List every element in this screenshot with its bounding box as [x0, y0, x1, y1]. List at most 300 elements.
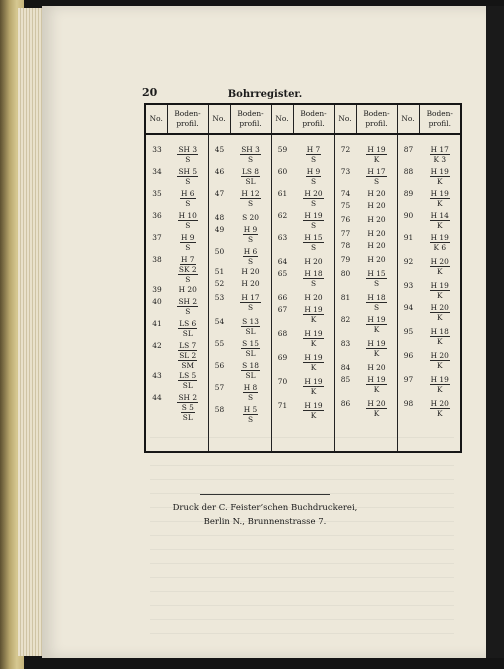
profile-top: LS 8	[241, 167, 260, 176]
register-entry	[335, 269, 397, 288]
soil-profile	[168, 145, 208, 164]
entry-number: 68	[277, 329, 288, 338]
header-no: No.	[208, 104, 230, 134]
register-entry	[335, 201, 397, 210]
profile-top: H 20	[241, 267, 260, 276]
imprint-rule	[200, 494, 330, 495]
profile-top: LS 7	[179, 341, 197, 350]
profile-bottom: K	[436, 221, 443, 230]
profile-bottom: SL	[245, 327, 256, 336]
profile-top: H 20	[430, 257, 449, 266]
profile-bottom-2: SM	[181, 361, 195, 370]
soil-profile	[357, 315, 397, 334]
register-entry	[335, 215, 397, 224]
soil-profile	[168, 297, 208, 316]
printer-imprint	[42, 494, 488, 529]
entry-number: 78	[340, 241, 351, 250]
profile-top: H 20	[430, 399, 449, 408]
register-entry	[146, 233, 208, 252]
soil-profile	[294, 189, 334, 208]
register-entry	[398, 211, 461, 230]
profile-top: H 7	[306, 145, 321, 154]
entry-number: 64	[277, 257, 288, 266]
register-entry	[335, 255, 397, 264]
profile-bottom: S	[310, 199, 317, 208]
profile-bottom: K	[436, 313, 443, 322]
entry-number: 90	[403, 211, 414, 220]
soil-profile	[231, 405, 271, 424]
profile-bottom: K	[436, 291, 443, 300]
soil-profile	[294, 145, 334, 164]
entry-number: 76	[340, 215, 351, 224]
entry-number: 82	[340, 315, 351, 324]
soil-profile	[168, 211, 208, 230]
soil-profile	[420, 375, 461, 394]
soil-profile	[420, 211, 461, 230]
entry-number: 47	[214, 189, 225, 198]
register-entry	[146, 255, 208, 284]
register-entry	[398, 303, 461, 322]
entry-number: 59	[277, 145, 288, 154]
profile-top: H 20	[367, 201, 386, 210]
running-head: Bohrregister.	[227, 89, 303, 100]
profile-bottom: S 5	[181, 403, 194, 412]
profile-top: H 18	[304, 269, 323, 278]
register-entry	[272, 257, 334, 266]
profile-top: SH 2	[178, 297, 198, 306]
show-through-text	[150, 434, 454, 634]
profile-bottom: K	[310, 363, 317, 372]
soil-profile	[357, 229, 397, 238]
register-entry	[335, 375, 397, 394]
profile-bottom: S	[247, 393, 254, 402]
entry-number: 66	[277, 293, 288, 302]
profile-bottom: S	[373, 177, 380, 186]
register-entry	[398, 145, 461, 164]
profile-top: H 19	[367, 145, 386, 154]
profile-bottom: S	[247, 155, 254, 164]
header-no: No.	[271, 104, 293, 134]
soil-profile	[294, 257, 334, 266]
entry-number: 95	[403, 327, 414, 336]
entry-number: 79	[340, 255, 351, 264]
soil-profile	[294, 269, 334, 288]
entry-number: 69	[277, 353, 288, 362]
register-entry	[209, 317, 271, 336]
profile-bottom: K	[436, 337, 443, 346]
register-entry	[209, 225, 271, 244]
soil-profile	[168, 341, 208, 370]
profile-bottom: K 6	[433, 243, 447, 252]
profile-top: H 19	[304, 401, 323, 410]
entry-number: 37	[152, 233, 162, 242]
register-entry	[146, 341, 208, 370]
profile-bottom: S	[185, 155, 191, 164]
header-no: No.	[145, 104, 167, 134]
entry-number: 93	[403, 281, 414, 290]
soil-profile	[294, 377, 334, 396]
entry-number: 98	[403, 399, 414, 408]
entry-number: 71	[277, 401, 288, 410]
profile-bottom: K	[310, 339, 317, 348]
imprint-line-1: Druck der C. Feister’schen Buchdruckerei,	[172, 503, 358, 513]
profile-top: H 19	[304, 353, 323, 362]
profile-top: H 19	[430, 233, 449, 242]
profile-top: S 13	[242, 317, 259, 326]
soil-profile	[420, 167, 461, 186]
register-entry	[335, 189, 397, 198]
register-entry	[146, 285, 208, 294]
profile-bottom: K	[373, 155, 380, 164]
header-row	[145, 104, 461, 134]
profile-bottom-2: S	[185, 275, 191, 284]
entry-number: 83	[340, 339, 351, 348]
profile-bottom: SL	[182, 329, 193, 338]
entry-number: 62	[277, 211, 288, 220]
soil-profile	[231, 293, 271, 312]
entry-number: 85	[340, 375, 351, 384]
register-entry	[398, 351, 461, 370]
register-entry	[335, 339, 397, 358]
profile-top: H 17	[367, 167, 386, 176]
register-entry	[335, 241, 397, 250]
soil-profile	[294, 211, 334, 230]
profile-bottom: K	[373, 385, 380, 394]
column-group-1	[145, 134, 208, 452]
profile-bottom: K	[436, 199, 443, 208]
register-entry	[272, 353, 334, 372]
register-entry	[146, 189, 208, 208]
soil-profile	[231, 267, 271, 276]
soil-profile	[357, 215, 397, 224]
profile-top: H 15	[367, 269, 386, 278]
soil-profile	[168, 167, 208, 186]
profile-bottom: K	[436, 385, 443, 394]
entry-number: 72	[340, 145, 351, 154]
header-profil: Boden- profil.	[167, 104, 208, 134]
register-entry	[398, 167, 461, 186]
profile-bottom: K	[310, 315, 317, 324]
profile-bottom: SK 2	[178, 265, 197, 274]
entry-number: 73	[340, 167, 351, 176]
entry-number: 54	[214, 317, 225, 326]
entry-number: 50	[214, 247, 225, 256]
soil-profile	[420, 351, 461, 370]
entry-number: 39	[152, 285, 162, 294]
profile-bottom: S	[185, 307, 191, 316]
profile-bottom: S	[247, 415, 254, 424]
profile-top: LS 5	[179, 371, 197, 380]
profile-top: S 15	[242, 339, 259, 348]
soil-profile	[231, 247, 271, 266]
soil-profile	[231, 189, 271, 208]
register-entry	[335, 145, 397, 164]
entry-number: 43	[152, 371, 162, 380]
profile-top: H 19	[304, 377, 323, 386]
entry-number: 74	[340, 189, 351, 198]
soil-profile	[231, 145, 271, 164]
soil-profile	[231, 339, 271, 358]
register-entry	[272, 145, 334, 164]
profile-top: H 20	[241, 279, 260, 288]
soil-profile	[357, 399, 397, 418]
soil-profile	[168, 393, 208, 422]
entry-number: 45	[214, 145, 225, 154]
soil-profile	[357, 201, 397, 210]
profile-bottom: SL	[245, 349, 256, 358]
register-entry	[398, 399, 461, 418]
entry-number: 65	[277, 269, 288, 278]
register-entry	[335, 363, 397, 372]
entry-number: 97	[403, 375, 414, 384]
entry-number: 75	[340, 201, 351, 210]
profile-top: S 20	[242, 213, 259, 222]
register-entry	[209, 293, 271, 312]
header-profil: Boden- profil.	[356, 104, 397, 134]
soil-profile	[420, 399, 461, 418]
entry-number: 51	[214, 267, 225, 276]
profile-top: H 9	[306, 167, 321, 176]
soil-profile	[357, 269, 397, 288]
profile-bottom: S	[373, 303, 380, 312]
entry-number: 89	[403, 189, 414, 198]
body-row	[145, 134, 461, 452]
entry-number: 40	[152, 297, 162, 306]
entry-number: 48	[214, 213, 225, 222]
register-entry	[272, 377, 334, 396]
soil-profile	[231, 213, 271, 222]
profile-top: H 19	[304, 329, 323, 338]
profile-bottom: K	[373, 325, 380, 334]
profile-top: SH 5	[178, 167, 198, 176]
profile-top: SH 3	[178, 145, 198, 154]
entry-number: 33	[152, 145, 162, 154]
profile-top: SH 2	[178, 393, 198, 402]
profile-bottom: S	[185, 199, 191, 208]
profile-top: H 20	[178, 285, 197, 294]
entry-number: 57	[214, 383, 225, 392]
soil-profile	[294, 401, 334, 420]
register-entry	[398, 233, 461, 252]
soil-profile	[231, 279, 271, 288]
soil-profile	[420, 233, 461, 252]
profile-bottom-2: SL	[182, 413, 193, 422]
profile-bottom: S	[185, 243, 191, 252]
profile-top: H 9	[243, 225, 258, 234]
profile-top: H 17	[241, 293, 260, 302]
soil-profile	[168, 189, 208, 208]
register-entry	[146, 145, 208, 164]
header-no: No.	[397, 104, 419, 134]
register-entry	[398, 327, 461, 346]
profile-top: H 20	[367, 255, 386, 264]
soil-profile	[357, 363, 397, 372]
profile-bottom: K	[310, 411, 317, 420]
profile-top: H 17	[430, 145, 449, 154]
soil-profile	[357, 145, 397, 164]
soil-profile	[294, 329, 334, 348]
soil-profile	[231, 361, 271, 380]
entry-number: 88	[403, 167, 414, 176]
profile-top: H 20	[367, 399, 386, 408]
profile-top: H 15	[304, 233, 323, 242]
soil-profile	[168, 233, 208, 252]
register-entry	[272, 269, 334, 288]
entry-number: 49	[214, 225, 225, 234]
register-entry	[209, 213, 271, 222]
profile-top: H 19	[430, 167, 449, 176]
profile-top: H 18	[430, 327, 449, 336]
profile-top: H 8	[243, 383, 258, 392]
entry-number: 63	[277, 233, 288, 242]
soil-profile	[231, 225, 271, 244]
entry-number: 61	[277, 189, 288, 198]
register-entry	[272, 233, 334, 252]
profile-bottom: K	[373, 349, 380, 358]
register-entry	[272, 305, 334, 324]
profile-top: H 19	[430, 281, 449, 290]
soil-profile	[294, 233, 334, 252]
soil-profile	[357, 167, 397, 186]
profile-bottom: S	[310, 177, 317, 186]
profile-top: H 19	[304, 305, 323, 314]
register-entry	[146, 319, 208, 338]
soil-profile	[357, 339, 397, 358]
entry-number: 60	[277, 167, 288, 176]
profile-top: H 10	[178, 211, 197, 220]
register-entry	[398, 375, 461, 394]
page-number: 20	[142, 86, 158, 99]
profile-bottom: S	[310, 155, 317, 164]
profile-top: H 20	[367, 215, 386, 224]
entry-number: 53	[214, 293, 225, 302]
soil-profile	[168, 319, 208, 338]
profile-top: LS 6	[179, 319, 197, 328]
soil-profile	[294, 353, 334, 372]
soil-profile	[231, 167, 271, 186]
profile-bottom: K	[310, 387, 317, 396]
register-entry	[146, 371, 208, 390]
profile-bottom: K	[373, 409, 380, 418]
register-entry	[209, 267, 271, 276]
entry-number: 91	[403, 233, 414, 242]
profile-top: H 19	[304, 211, 323, 220]
imprint-line-2: Berlin N., Brunnenstrasse 7.	[203, 517, 327, 527]
background-edge	[486, 6, 504, 658]
register-entry	[209, 189, 271, 208]
header-profil: Boden- profil.	[230, 104, 271, 134]
register-entry	[209, 405, 271, 424]
entry-number: 35	[152, 189, 162, 198]
entry-number: 67	[277, 305, 288, 314]
register-entry	[335, 399, 397, 418]
profile-top: H 6	[243, 247, 258, 256]
soil-profile	[420, 327, 461, 346]
entry-number: 38	[152, 255, 162, 264]
register-entry	[272, 211, 334, 230]
profile-top: H 19	[367, 315, 386, 324]
profile-bottom: SL 2	[179, 351, 197, 360]
entry-number: 84	[340, 363, 351, 372]
register-entry	[209, 167, 271, 186]
column-group-2	[208, 134, 271, 452]
register-entry	[146, 297, 208, 316]
entry-number: 42	[152, 341, 162, 350]
entry-number: 52	[214, 279, 225, 288]
profile-top: H 20	[367, 229, 386, 238]
register-entry	[335, 229, 397, 238]
register-entry	[209, 145, 271, 164]
entry-number: 92	[403, 257, 414, 266]
profile-bottom: K	[436, 361, 443, 370]
soil-profile	[231, 383, 271, 402]
soil-profile	[294, 167, 334, 186]
profile-bottom: S	[247, 199, 254, 208]
soil-profile	[357, 189, 397, 198]
entry-number: 70	[277, 377, 288, 386]
profile-bottom: SL	[245, 177, 256, 186]
register-entry	[209, 361, 271, 380]
entry-number: 87	[403, 145, 414, 154]
register-entry	[272, 293, 334, 302]
soil-profile	[357, 255, 397, 264]
register-entry	[209, 383, 271, 402]
entry-number: 34	[152, 167, 162, 176]
profile-top: H 20	[367, 241, 386, 250]
profile-top: H 6	[181, 189, 195, 198]
soil-profile	[294, 305, 334, 324]
profile-top: H 20	[304, 293, 323, 302]
entry-number: 41	[152, 319, 162, 328]
soil-profile	[357, 241, 397, 250]
profile-bottom: S	[247, 235, 254, 244]
profile-top: H 20	[304, 189, 323, 198]
entry-number: 36	[152, 211, 162, 220]
entry-number: 96	[403, 351, 414, 360]
register-entry	[335, 293, 397, 312]
register-entry	[398, 189, 461, 208]
profile-bottom: S	[310, 221, 317, 230]
entry-number: 44	[152, 393, 162, 402]
profile-top: H 20	[430, 303, 449, 312]
header-no: No.	[334, 104, 356, 134]
soil-profile	[357, 375, 397, 394]
register-entry	[146, 393, 208, 422]
profile-bottom: S	[373, 279, 380, 288]
profile-bottom: SL	[245, 371, 256, 380]
profile-top: H 20	[430, 351, 449, 360]
register-entry	[398, 257, 461, 276]
profile-top: S 18	[242, 361, 259, 370]
column-group-3	[271, 134, 334, 452]
soil-profile	[357, 293, 397, 312]
register-entry	[272, 329, 334, 348]
profile-bottom: K 3	[433, 155, 447, 164]
column-group-5	[397, 134, 461, 452]
soil-profile	[420, 303, 461, 322]
profile-bottom: S	[310, 279, 317, 288]
register-entry	[272, 401, 334, 420]
soil-profile	[168, 371, 208, 390]
register-entry	[146, 167, 208, 186]
entry-number: 58	[214, 405, 225, 414]
profile-top: H 19	[367, 375, 386, 384]
entry-number: 81	[340, 293, 351, 302]
entry-number: 77	[340, 229, 351, 238]
profile-top: H 18	[367, 293, 386, 302]
entry-number: 86	[340, 399, 351, 408]
profile-bottom: S	[310, 243, 317, 252]
